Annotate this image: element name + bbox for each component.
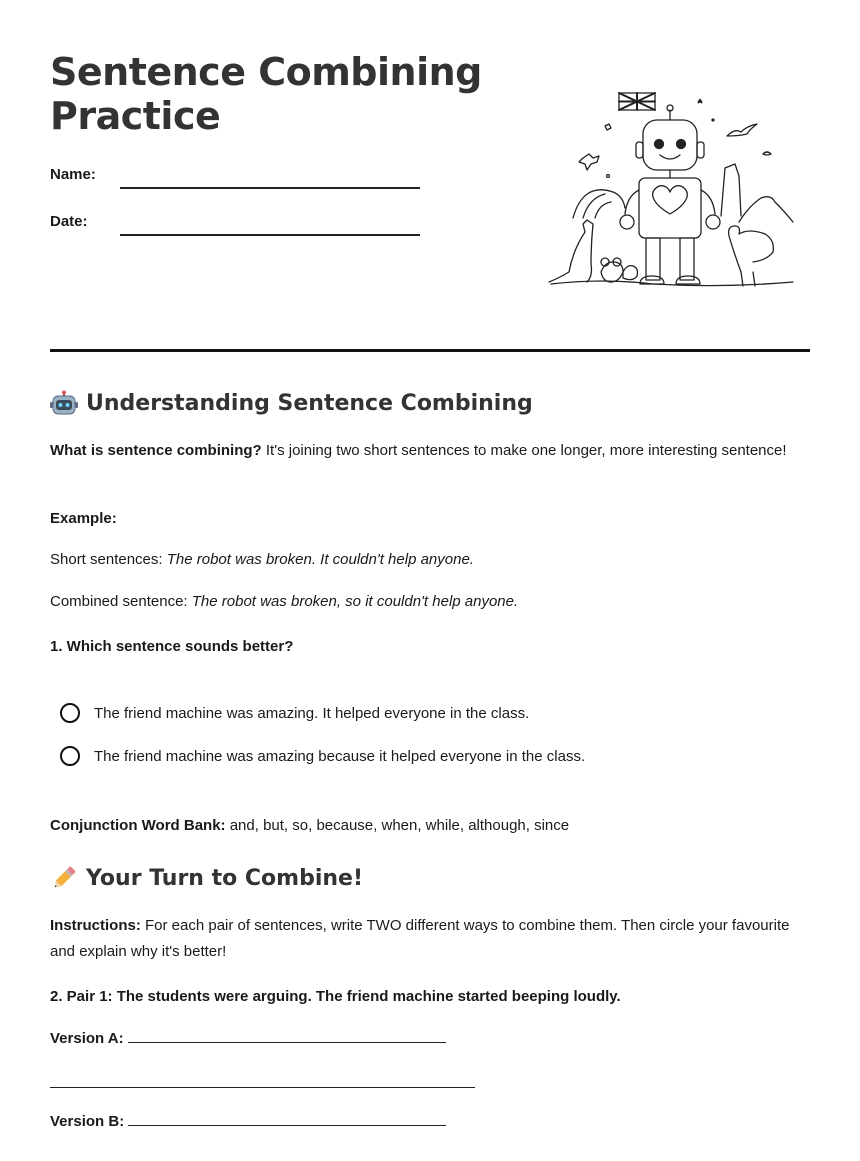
definition-paragraph: What is sentence combining? It's joining two short sentences to make one longer, more interesting sentence! xyxy=(50,442,787,459)
section-heading-your-turn-text: Your Turn to Combine! xyxy=(86,865,363,891)
instructions-paragraph: Instructions: For each pair of sentences, write TWO different ways to combine them. Then circle your favourite and explain why it's better! xyxy=(50,917,790,960)
date-label: Date: xyxy=(50,213,88,230)
version-b-answer-line[interactable] xyxy=(128,1111,446,1126)
radio-button[interactable] xyxy=(60,703,80,723)
name-label: Name: xyxy=(50,166,96,183)
robot-australia-illustration xyxy=(543,86,798,298)
version-b-row xyxy=(50,1109,790,1135)
section-heading-understanding xyxy=(50,390,533,416)
name-field[interactable] xyxy=(120,187,420,189)
version-b-label: Version B: xyxy=(50,1113,125,1130)
version-a-answer-line[interactable] xyxy=(128,1028,446,1043)
version-a-label: Version A: xyxy=(50,1030,124,1047)
page-title: Sentence Combining Practice xyxy=(50,50,482,138)
section-heading-understanding-text: Understanding Sentence Combining xyxy=(86,390,533,416)
section-divider xyxy=(50,349,810,352)
version-a-answer-line-2[interactable] xyxy=(50,1073,475,1088)
example-label: Example: xyxy=(50,510,117,527)
word-bank: Conjunction Word Bank: and, but, so, because, when, while, although, since xyxy=(50,817,570,834)
radio-button[interactable] xyxy=(60,746,80,766)
uk-flag-icon xyxy=(619,93,655,110)
short-sentences: Short sentences: The robot was broken. It couldn't help anyone. xyxy=(50,551,474,568)
answer-option-1[interactable] xyxy=(60,703,529,723)
question-2: 2. Pair 1: The students were arguing. The friend machine started beeping loudly. xyxy=(50,988,621,1005)
question-1: 1. Which sentence sounds better? xyxy=(50,638,294,655)
date-field[interactable] xyxy=(120,234,420,236)
robot-icon xyxy=(50,390,78,416)
section-heading-your-turn xyxy=(50,864,363,892)
answer-option-label: The friend machine was amazing because it helped everyone in the class. xyxy=(94,747,586,765)
version-a-row xyxy=(50,1026,790,1052)
answer-option-label: The friend machine was amazing. It helped everyone in the class. xyxy=(94,704,530,722)
combined-sentence: Combined sentence: The robot was broken, so it couldn't help anyone. xyxy=(50,593,519,610)
answer-option-2[interactable] xyxy=(60,746,585,766)
pencil-icon xyxy=(50,864,78,892)
